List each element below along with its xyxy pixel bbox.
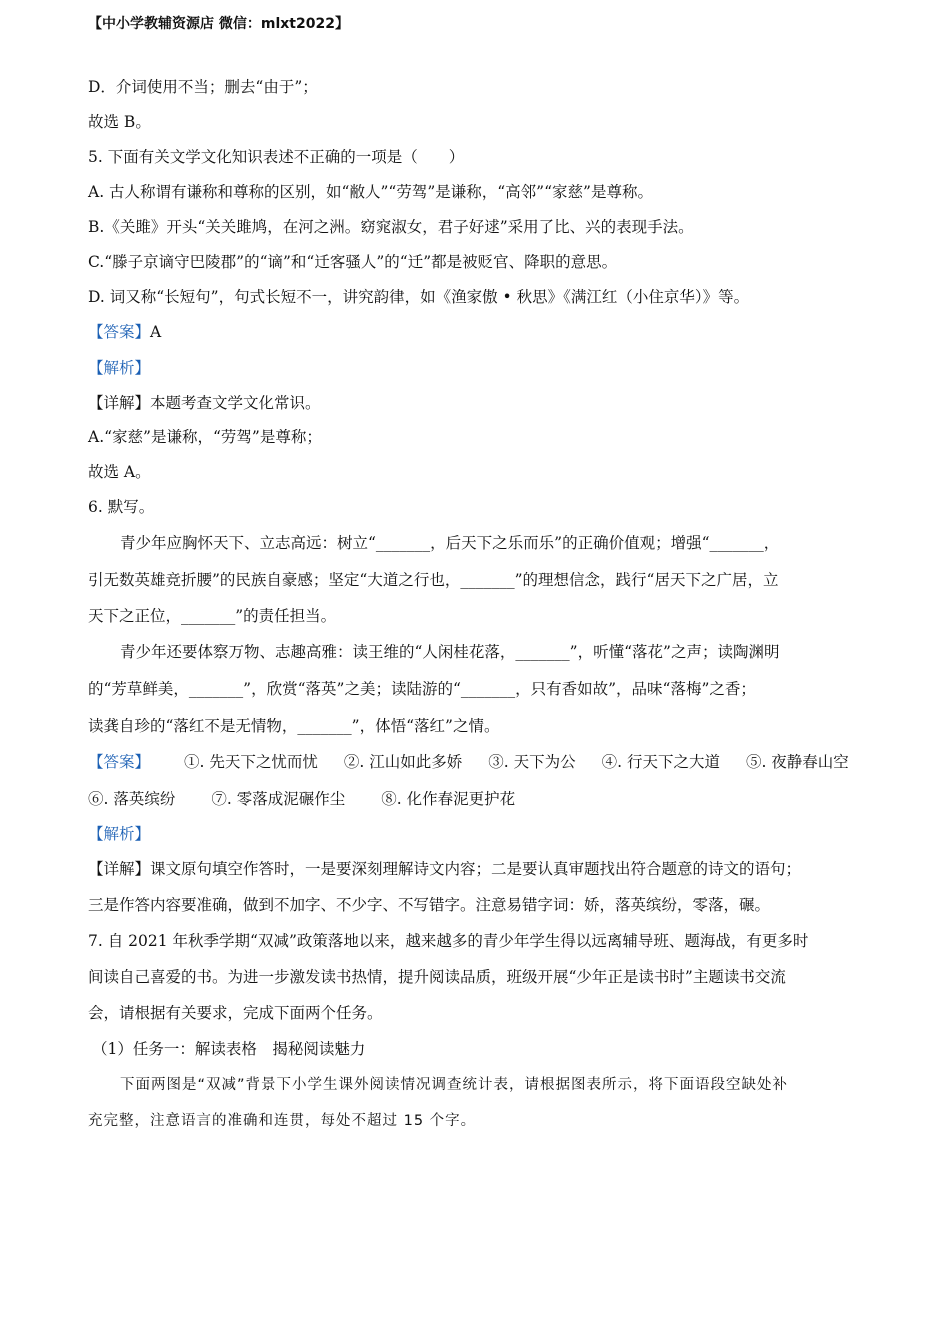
q5-conclusion: 故选 A。 xyxy=(88,463,151,481)
page-header: 【中小学教辅资源店 微信：mlxt2022】 xyxy=(88,16,349,32)
q6-detail-line2: 三是作答内容要准确，做到不加字、不少字、不写错字。注意易错字词：娇，落英缤纷，零落，碾。 xyxy=(88,896,771,914)
q6-para1-line1: 青少年应胸怀天下、立志高远：树立“_______，后天下之乐而乐”的正确价值观；增强“_______， xyxy=(120,534,780,552)
q7-task1-title: （1）任务一：解读表格 揭秘阅读魅力 xyxy=(92,1040,366,1058)
q4-d-option: D．介词使用不当；删去“由于”； xyxy=(88,78,318,96)
answer-item: ②. 江山如此多娇 xyxy=(343,753,463,771)
q5-detail xyxy=(88,392,321,414)
q5-option-c: C.“滕子京谪守巴陵郡”的“谪”和“迁客骚人”的“迁”都是被贬官、降职的意思。 xyxy=(88,253,618,271)
q6-para1-line3: 天下之正位，_______”的责任担当。 xyxy=(88,607,337,625)
q5-option-b: B.《关雎》开头“关关雎鸠，在河之洲。窈窕淑女，君子好逑”采用了比、兴的表现手法。 xyxy=(88,218,694,236)
q6-answers-row2 xyxy=(88,788,541,810)
answer-item: ④. 行天下之大道 xyxy=(601,753,720,771)
q5-option-a: A. 古人称谓有谦称和尊称的区别，如“敝人”“劳驾”是谦称，“高邻”“家慈”是尊称。 xyxy=(88,183,653,201)
q7-stem-line2: 间读自己喜爱的书。为进一步激发读书热情，提升阅读品质，班级开展“少年正是读书时”主题读书交流 xyxy=(88,968,786,986)
answer-tag: 【答案】 xyxy=(88,323,151,341)
q5-stem: 5. 下面有关文学文化知识表述不正确的一项是（ ） xyxy=(88,148,465,166)
q6-analysis-tag: 【解析】 xyxy=(88,825,151,843)
q6-detail-line1 xyxy=(88,858,801,880)
answer-value: A xyxy=(150,323,162,341)
q7-stem-line1: 7. 自 2021 年秋季学期“双减”政策落地以来，越来越多的青少年学生得以远离辅导班、题海战，有更多时 xyxy=(88,932,809,950)
answer-item: ③. 天下为公 xyxy=(488,753,576,771)
answer-item: ⑧. 化作春泥更护花 xyxy=(381,790,516,808)
answer-item: ⑦. 零落成泥碾作尘 xyxy=(211,790,346,808)
q7-stem-line3: 会，请根据有关要求，完成下面两个任务。 xyxy=(88,1004,383,1022)
detail-tag: 【详解】 xyxy=(88,394,151,412)
q7-task1-desc-line1: 下面两图是“双减”背景下小学生课外阅读情况调查统计表，请根据图表所示，将下面语段空缺处补 xyxy=(120,1077,789,1093)
detail-text: 课文原句填空作答时，一是要深刻理解诗文内容；二是要认真审题找出符合题意的诗文的语句； xyxy=(150,860,802,878)
answer-tag: 【答案】 xyxy=(88,753,151,771)
q4-conclusion: 故选 B。 xyxy=(88,113,151,131)
detail-tag: 【详解】 xyxy=(88,860,151,878)
q6-para2-line2: 的“芳草鲜美，_______”，欣赏“落英”之美；读陆游的“_______，只有香如故”，品味“落梅”之香； xyxy=(88,680,756,698)
answer-item: ⑤. 夜静春山空 xyxy=(745,753,849,771)
q5-analysis-tag: 【解析】 xyxy=(88,359,151,377)
q6-para2-line1: 青少年还要体察万物、志趣高雅：读王维的“人闲桂花落，_______”，听懂“落花”之声；读陶渊明 xyxy=(120,643,780,661)
q6-stem: 6. 默写。 xyxy=(88,498,155,516)
q5-explanation: A.“家慈”是谦称，“劳驾”是尊称； xyxy=(88,428,322,446)
answer-item: ①. 先天下之忧而忧 xyxy=(184,753,318,771)
q6-para2-line3: 读龚自珍的“落红不是无情物，_______”，体悟“落红”之情。 xyxy=(88,717,500,735)
answer-item: ⑥. 落英缤纷 xyxy=(88,790,176,808)
q6-answers-row1 xyxy=(88,751,875,773)
detail-text: 本题考查文学文化常识。 xyxy=(150,394,321,412)
q6-para1-line2: 引无数英雄竞折腰”的民族自豪感；坚定“大道之行也，_______”的理想信念，践行“居天下之广居，立 xyxy=(88,571,779,589)
q5-option-d: D. 词又称“长短句”，句式长短不一，讲究韵律，如《渔家傲 • 秋思》《满江红（小住京华）》等。 xyxy=(88,288,750,306)
q5-answer xyxy=(88,321,161,343)
q7-task1-desc-line2: 充完整，注意语言的准确和连贯，每处不超过 15 个字。 xyxy=(88,1113,477,1129)
